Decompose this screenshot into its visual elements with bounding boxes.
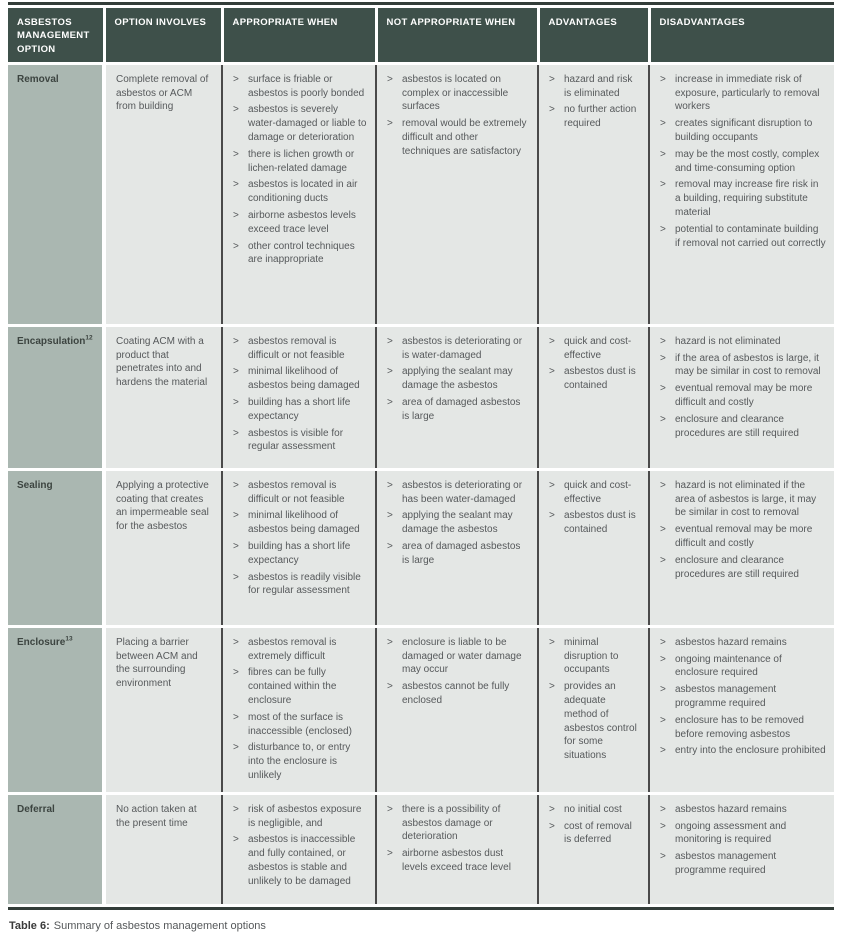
bullet-text: area of damaged asbestos is large [402,541,521,566]
chevron-bullet: > [660,118,666,130]
not-appropriate-cell [376,793,538,905]
advantages-cell [538,325,649,469]
bullet-item [660,382,826,410]
bullet-text: asbestos is deteriorating or is water-damaged [402,335,523,361]
bullet-list [549,803,640,847]
chevron-bullet: > [233,427,239,439]
bullet-item [387,540,529,568]
bullet-item [660,683,826,711]
chevron-bullet: > [660,745,666,757]
bullet-text: hazard is not eliminated [675,335,781,347]
bullet-item [660,117,826,145]
option-name-cell [8,469,104,626]
chevron-bullet: > [387,541,393,553]
appropriate-cell [222,325,376,469]
column-header-label: OPTION INVOLVES [114,17,207,28]
chevron-bullet: > [549,510,555,522]
involves-text: Complete removal of asbestos or ACM from building [116,73,209,113]
disadvantages-cell [649,469,834,626]
bullet-list [660,73,826,251]
bullet-item [233,427,367,455]
bullet-text: enclosure is liable to be damaged or water damage may occur [402,636,522,676]
appropriate-cell [222,626,376,793]
bullet-item [387,680,529,708]
bullet-item [233,833,367,888]
not-appropriate-cell [376,469,538,626]
option-label: Deferral [17,803,55,815]
bullet-item [233,73,367,101]
chevron-bullet: > [549,104,555,116]
column-header-label: ASBESTOS MANAGEMENT OPTION [17,17,90,55]
bullet-text: asbestos cannot be fully enclosed [402,681,510,707]
bullet-list [660,479,826,582]
bullet-list [233,636,367,783]
bullet-text: no initial cost [564,803,622,815]
disadvantages-cell [649,793,834,905]
bullet-item [233,365,367,393]
chevron-bullet: > [387,335,393,347]
column-header-involves [104,8,222,63]
chevron-bullet: > [549,366,555,378]
option-name-cell [8,626,104,793]
bullet-list [660,335,826,441]
option-label: Sealing [17,479,53,491]
chevron-bullet: > [549,636,555,648]
advantages-cell [538,793,649,905]
bullet-list [660,803,826,878]
bullet-item [387,365,529,393]
footnote-ref: 12 [85,334,93,342]
appropriate-cell [222,469,376,626]
chevron-bullet: > [387,397,393,409]
advantages-cell [538,63,649,325]
involves-cell [104,793,222,905]
column-header-label: APPROPRIATE WHEN [232,17,338,28]
chevron-bullet: > [387,73,393,85]
chevron-bullet: > [233,148,239,160]
chevron-bullet: > [549,803,555,815]
bullet-item [233,711,367,739]
involves-cell [104,325,222,469]
table-top-rule [8,2,834,5]
bullet-text: applying the sealant may damage the asbestos [402,510,513,536]
bullet-text: asbestos removal is extremely difficult [248,636,337,662]
bullet-text: asbestos management programme required [675,684,777,710]
bullet-item [233,335,367,363]
chevron-bullet: > [660,335,666,347]
bullet-list [549,335,640,393]
bullet-item [660,803,826,817]
bullet-text: hazard and risk is eliminated [564,73,633,99]
caption-prefix: Table 6: [9,919,50,932]
bullet-item [233,666,367,707]
bullet-list [233,73,367,267]
bullet-item [549,365,640,393]
chevron-bullet: > [233,210,239,222]
option-name-cell [8,63,104,325]
bullet-text: if the area of asbestos is large, it may be similar in cost to removal [675,352,821,378]
column-header-option [8,8,104,63]
bullet-list [549,479,640,537]
bullet-text: entry into the enclosure prohibited [675,745,826,757]
option-label: Encapsulation [17,335,86,347]
bullet-item [549,509,640,537]
bullet-text: removal would be extremely difficult and other techniques are satisfactory [402,118,527,157]
bullet-item [549,103,640,131]
bullet-text: removal may increase fire risk in a building, requiring substitute material [675,179,819,219]
bullet-text: asbestos management programme required [675,851,777,877]
chevron-bullet: > [660,352,666,364]
bullet-text: building has a short life expectancy [248,397,351,422]
bullet-text: hazard is not eliminated if the area of asbestos is large, it may be similar in cost to removal [675,479,817,519]
bullet-text: provides an adequate method of asbestos control for some situations [564,681,637,762]
bullet-text: creates significant disruption to building occupants [675,118,813,144]
bullet-item [233,209,367,237]
chevron-bullet: > [233,335,239,347]
chevron-bullet: > [233,636,239,648]
bullet-text: asbestos dust is contained [564,510,636,536]
bullet-item [549,335,640,363]
bullet-item [660,479,826,520]
chevron-bullet: > [387,510,393,522]
bullet-item [387,73,529,114]
chevron-bullet: > [660,479,666,491]
bullet-text: minimal likelihood of asbestos being damaged [248,366,360,392]
chevron-bullet: > [660,179,666,191]
option-label: Enclosure [17,636,66,648]
bullet-item [660,523,826,551]
chevron-bullet: > [549,73,555,85]
bullet-list [387,479,529,568]
chevron-bullet: > [387,118,393,130]
column-header-advantages [538,8,649,63]
chevron-bullet: > [233,479,239,491]
chevron-bullet: > [660,851,666,863]
chevron-bullet: > [233,742,239,754]
chevron-bullet: > [549,820,555,832]
bullet-item [660,636,826,650]
not-appropriate-cell [376,63,538,325]
chevron-bullet: > [387,848,393,860]
bullet-item [660,820,826,848]
bullet-list [233,479,367,598]
chevron-bullet: > [660,554,666,566]
bullet-text: there is a possibility of asbestos damage or deterioration [402,803,501,843]
disadvantages-cell [649,325,834,469]
chevron-bullet: > [233,366,239,378]
chevron-bullet: > [387,479,393,491]
bullet-item [233,479,367,507]
caption-text: Summary of asbestos management options [53,919,266,932]
bullet-text: most of the surface is inaccessible (enclosed) [248,711,352,737]
chevron-bullet: > [233,179,239,191]
bullet-item [660,714,826,742]
table-caption [9,920,834,932]
disadvantages-cell [649,626,834,793]
bullet-text: building has a short life expectancy [248,541,351,566]
bullet-item [660,653,826,681]
chevron-bullet: > [660,714,666,726]
disadvantages-cell [649,63,834,325]
chevron-bullet: > [660,223,666,235]
bullet-text: cost of removal is deferred [564,820,632,846]
bullet-item [387,335,529,363]
involves-text: No action taken at the present time [116,803,197,829]
bullet-item [387,847,529,875]
bullet-item [549,479,640,507]
chevron-bullet: > [233,803,239,815]
column-header-label: DISADVANTAGES [659,17,745,28]
bullet-item [660,178,826,219]
option-name-cell [8,325,104,469]
advantages-cell [538,469,649,626]
chevron-bullet: > [387,803,393,815]
chevron-bullet: > [660,383,666,395]
bullet-item [233,396,367,424]
bullet-text: fibres can be fully contained within the enclosure [248,667,337,707]
bullet-item [660,554,826,582]
bullet-list [549,636,640,763]
bullet-item [549,73,640,101]
bullet-item [233,240,367,268]
bullet-text: airborne asbestos dust levels exceed trace level [402,848,511,874]
bullet-item [660,352,826,380]
bullet-text: other control techniques are inappropriate [248,240,355,266]
bullet-text: minimal disruption to occupants [564,636,619,676]
table-row-encapsulation [8,325,834,469]
header-row [8,8,834,63]
bullet-text: minimal likelihood of asbestos being damaged [248,510,360,536]
involves-cell [104,469,222,626]
bullet-text: enclosure has to be removed before removing asbestos [675,714,804,740]
appropriate-cell [222,793,376,905]
chevron-bullet: > [233,397,239,409]
bullet-text: potential to contaminate building if removal not carried out correctly [675,223,826,249]
bullet-text: asbestos removal is difficult or not feasible [248,335,345,361]
bullet-text: enclosure and clearance procedures are still required [675,413,799,439]
bullet-list [660,636,826,758]
column-header-label: NOT APPROPRIATE WHEN [386,17,516,28]
not-appropriate-cell [376,325,538,469]
bullet-text: quick and cost-effective [564,479,632,505]
bullet-list [549,73,640,131]
column-header-label: ADVANTAGES [548,17,618,28]
bullet-list [387,335,529,424]
chevron-bullet: > [660,653,666,665]
involves-text: Applying a protective coating that creates an impermeable seal for the asbestos [116,479,209,533]
bullet-item [387,479,529,507]
table-bottom-rule [8,907,834,910]
bullet-text: asbestos is readily visible for regular assessment [248,571,361,597]
bullet-text: may be the most costly, complex and time-consuming option [675,148,820,174]
bullet-text: area of damaged asbestos is large [402,397,521,422]
column-header-appropriate [222,8,376,63]
bullet-text: asbestos hazard remains [675,636,787,648]
bullet-item [660,413,826,441]
bullet-item [387,509,529,537]
column-header-not-appropriate [376,8,538,63]
bullet-text: asbestos hazard remains [675,803,787,815]
bullet-item [660,335,826,349]
bullet-text: asbestos is located in air conditioning ducts [248,179,358,205]
bullet-item [233,571,367,599]
column-header-disadvantages [649,8,834,63]
not-appropriate-cell [376,626,538,793]
bullet-text: asbestos is deteriorating or has been water-damaged [402,479,523,505]
chevron-bullet: > [233,104,239,116]
chevron-bullet: > [387,366,393,378]
chevron-bullet: > [233,711,239,723]
bullet-item [660,850,826,878]
advantages-cell [538,626,649,793]
bullet-text: asbestos is located on complex or inaccessible surfaces [402,73,509,113]
bullet-text: risk of asbestos exposure is negligible, and [248,803,362,829]
chevron-bullet: > [549,479,555,491]
bullet-list [387,636,529,708]
bullet-item [387,117,529,158]
bullet-text: eventual removal may be more difficult and costly [675,524,813,550]
involves-text: Coating ACM with a product that penetrates into and hardens the material [116,335,208,389]
bullet-text: asbestos removal is difficult or not feasible [248,479,345,505]
bullet-item [387,803,529,844]
bullet-text: airborne asbestos levels exceed trace level [248,210,356,235]
bullet-item [233,148,367,176]
chevron-bullet: > [233,667,239,679]
bullet-item [660,73,826,114]
bullet-item [233,741,367,782]
bullet-text: increase in immediate risk of exposure, particularly to removal workers [675,73,820,113]
bullet-item [549,820,640,848]
asbestos-management-table [8,8,834,907]
involves-cell [104,626,222,793]
bullet-item [549,636,640,677]
bullet-list [387,73,529,159]
chevron-bullet: > [233,571,239,583]
chevron-bullet: > [660,803,666,815]
table-row-deferral [8,793,834,905]
involves-text: Placing a barrier between ACM and the surrounding environment [116,636,198,690]
bullet-text: asbestos is inaccessible and fully contained, or asbestos is stable and unlikely to be damaged [248,834,356,887]
bullet-item [233,509,367,537]
bullet-text: asbestos is severely water-damaged or liable to damage or deterioration [248,104,367,144]
bullet-text: ongoing maintenance of enclosure required [675,653,782,679]
bullet-item [233,636,367,664]
bullet-item [387,396,529,424]
chevron-bullet: > [660,148,666,160]
table-row-sealing [8,469,834,626]
bullet-item [660,148,826,176]
bullet-list [387,803,529,875]
chevron-bullet: > [660,73,666,85]
chevron-bullet: > [387,636,393,648]
bullet-text: applying the sealant may damage the asbestos [402,366,513,392]
bullet-text: disturbance to, or entry into the enclosure is unlikely [248,742,351,782]
chevron-bullet: > [660,636,666,648]
bullet-item [387,636,529,677]
chevron-bullet: > [660,524,666,536]
bullet-text: no further action required [564,104,637,130]
bullet-text: there is lichen growth or lichen-related damage [248,148,355,174]
chevron-bullet: > [233,73,239,85]
chevron-bullet: > [387,681,393,693]
option-name-cell [8,793,104,905]
chevron-bullet: > [233,541,239,553]
bullet-text: eventual removal may be more difficult and costly [675,383,813,409]
chevron-bullet: > [233,510,239,522]
chevron-bullet: > [660,820,666,832]
footnote-ref: 13 [65,635,73,643]
bullet-item [549,680,640,763]
bullet-item [660,744,826,758]
chevron-bullet: > [549,681,555,693]
table-row-removal [8,63,834,325]
appropriate-cell [222,63,376,325]
bullet-item [660,223,826,251]
bullet-text: surface is friable or asbestos is poorly bonded [248,73,365,99]
chevron-bullet: > [233,240,239,252]
involves-cell [104,63,222,325]
bullet-text: asbestos is visible for regular assessment [248,427,344,453]
chevron-bullet: > [660,684,666,696]
chevron-bullet: > [660,413,666,425]
bullet-item [233,178,367,206]
chevron-bullet: > [233,834,239,846]
bullet-item [233,803,367,831]
bullet-item [233,540,367,568]
bullet-list [233,803,367,889]
bullet-text: quick and cost-effective [564,335,632,361]
option-label: Removal [17,73,59,85]
bullet-item [233,103,367,144]
bullet-text: asbestos dust is contained [564,366,636,392]
bullet-item [549,803,640,817]
bullet-text: ongoing assessment and monitoring is required [675,820,787,846]
bullet-text: enclosure and clearance procedures are still required [675,554,799,580]
table-row-enclosure [8,626,834,793]
bullet-list [233,335,367,454]
chevron-bullet: > [549,335,555,347]
